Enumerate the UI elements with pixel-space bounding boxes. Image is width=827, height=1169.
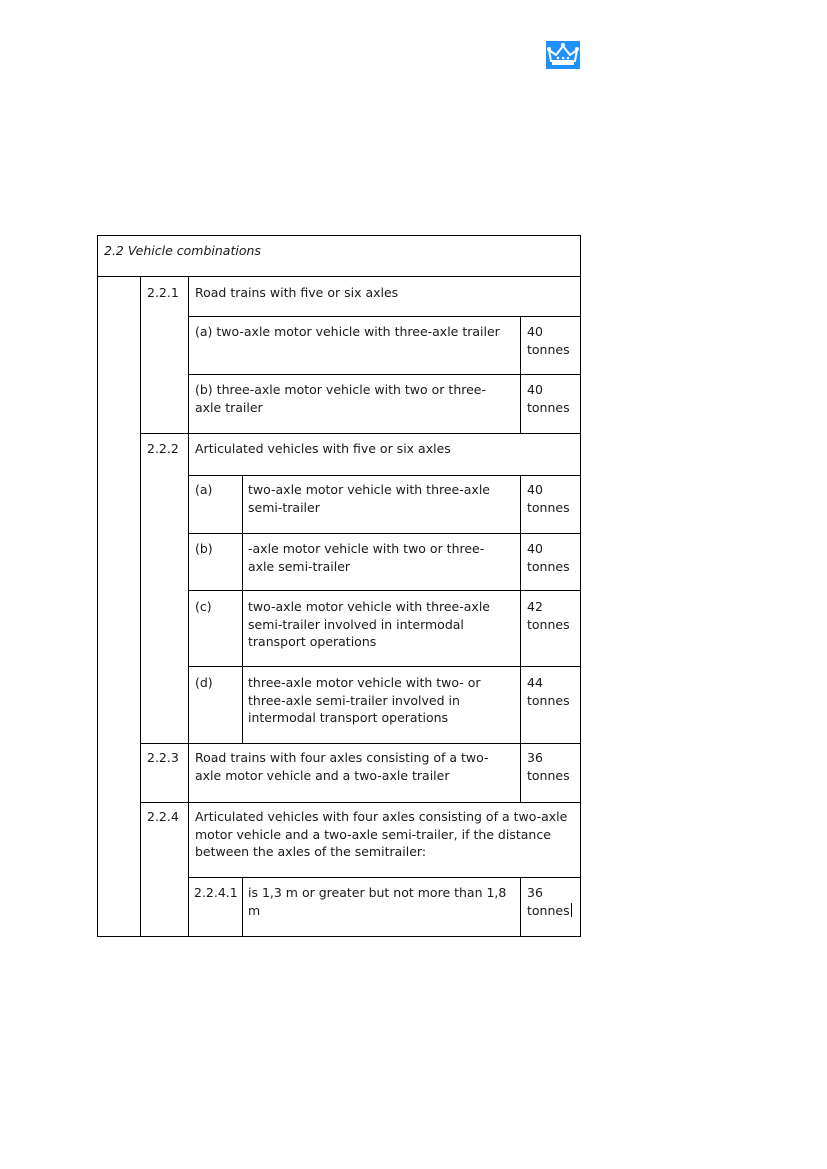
row-title: Articulated vehicles with five or six axles [195,441,451,456]
row-number: 2.2.4 [147,809,179,824]
row-text: two-axle motor vehicle with three-axle semi-trailer [248,482,490,515]
weight-value: 36 tonnes [527,750,570,783]
row-text: is 1,3 m or greater but not more than 1,8 m [248,885,507,918]
row-title: Road trains with five or six axles [195,285,399,300]
weight-value-with-cursor[interactable] [527,884,579,919]
row-number: 2.2.1 [147,285,179,300]
row-label: (c) [195,599,212,614]
row-text: three-axle motor vehicle with two- or three-axle semi-trailer involved in intermodal transport operations [248,675,481,725]
vehicle-combinations-table [97,235,581,937]
weight-value: 40 tonnes [527,324,570,357]
row-text: -axle motor vehicle with two or three-axle semi-trailer [248,541,485,574]
row-text: two-axle motor vehicle with three-axle semi-trailer involved in intermodal transport operations [248,599,490,649]
row-title: Articulated vehicles with four axles consisting of a two-axle motor vehicle and a two-axle semi-trailer, if the distance between the axles of the semitrailer: [195,809,568,859]
crown-logo-icon [546,41,580,69]
row-label: 2.2.4.1 [194,885,238,900]
weight-value: 42 tonnes [527,599,570,632]
weight-value: 40 tonnes [527,382,570,415]
text-cursor [571,903,572,917]
row-text: (a) two-axle motor vehicle with three-axle trailer [195,324,500,339]
row-number: 2.2.3 [147,750,179,765]
row-label: (d) [195,675,213,690]
weight-value: 40 tonnes [527,482,570,515]
row-text: (b) three-axle motor vehicle with two or three-axle trailer [195,382,486,415]
section-heading: 2.2 Vehicle combinations [104,243,261,258]
row-label: (a) [195,482,213,497]
row-text: Road trains with four axles consisting of a two-axle motor vehicle and a two-axle trailer [195,750,489,783]
weight-value: 44 tonnes [527,675,570,708]
weight-value: 36 tonnes [527,885,570,918]
row-number: 2.2.2 [147,441,179,456]
row-label: (b) [195,541,213,556]
weight-value: 40 tonnes [527,541,570,574]
